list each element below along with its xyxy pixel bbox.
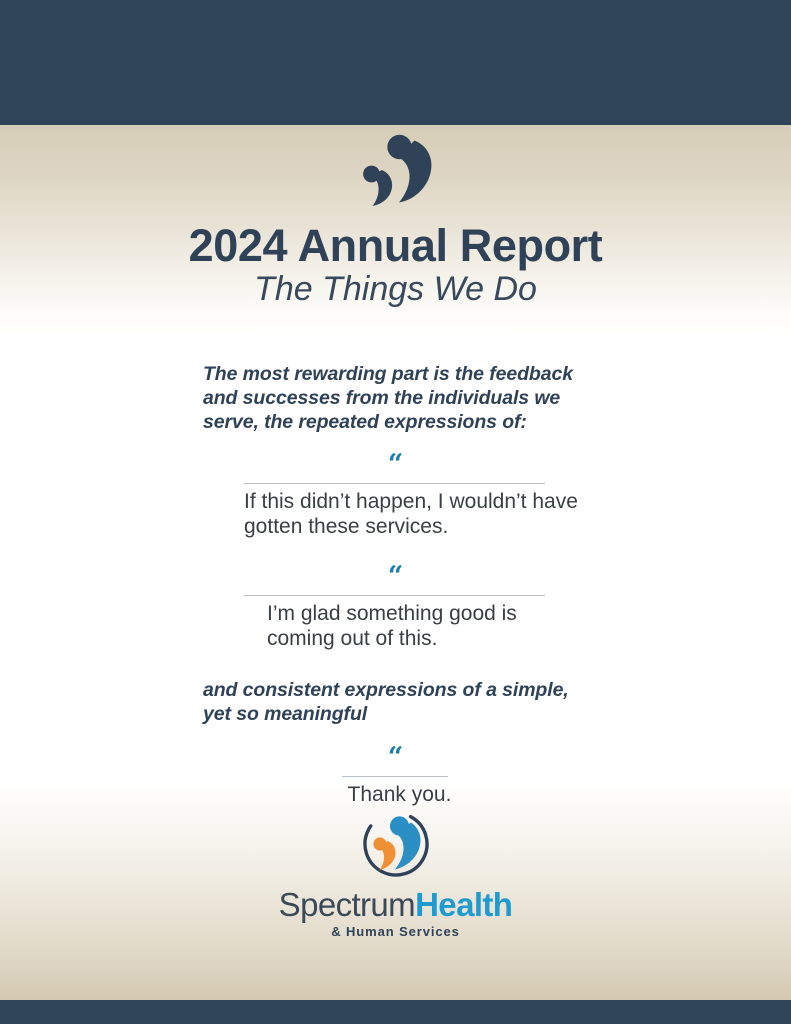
top-color-band [0, 0, 791, 125]
lead-paragraph: The most rewarding part is the feedback and successes from the individuals we serve, the repeated expressions of: [203, 363, 573, 433]
spectrum-figures-mark-mono-icon [354, 132, 438, 210]
divider-rule [244, 483, 545, 484]
quote-mark-icon: “ [387, 560, 404, 592]
logo-tagline: & Human Services [331, 924, 460, 939]
spectrum-figures-mark-color-icon [355, 806, 437, 884]
wordmark-secondary: Health [415, 886, 513, 923]
quote-block-2 [203, 560, 588, 652]
quote-block-1 [203, 449, 588, 540]
wordmark [0, 888, 791, 921]
closing-paragraph: and consistent expressions of a simple, yet so meaningful [203, 679, 569, 726]
page-subtitle: The Things We Do [254, 270, 537, 309]
quote-text-2: I’m glad something good is coming out of this. [267, 601, 517, 650]
divider-rule [244, 595, 545, 596]
quote-text-3: Thank you. [347, 782, 452, 806]
quote-mark-icon: “ [387, 741, 404, 773]
divider-rule [342, 776, 448, 777]
main-content [203, 363, 588, 808]
quote-divider-1 [203, 449, 588, 484]
quote-text-1: If this didn’t happen, I wouldn’t have gotten these services. [244, 490, 578, 539]
quote-mark-icon: “ [387, 449, 404, 481]
quote-divider-2 [203, 560, 588, 596]
page-title: 2024 Annual Report [188, 220, 603, 271]
spacer [203, 651, 588, 679]
wordmark-primary: Spectrum [278, 886, 416, 923]
footer-logo [0, 806, 791, 939]
bottom-color-band [0, 1000, 791, 1024]
masthead [0, 132, 791, 309]
quote-divider-3 [203, 741, 588, 777]
quote-block-3 [203, 741, 588, 808]
